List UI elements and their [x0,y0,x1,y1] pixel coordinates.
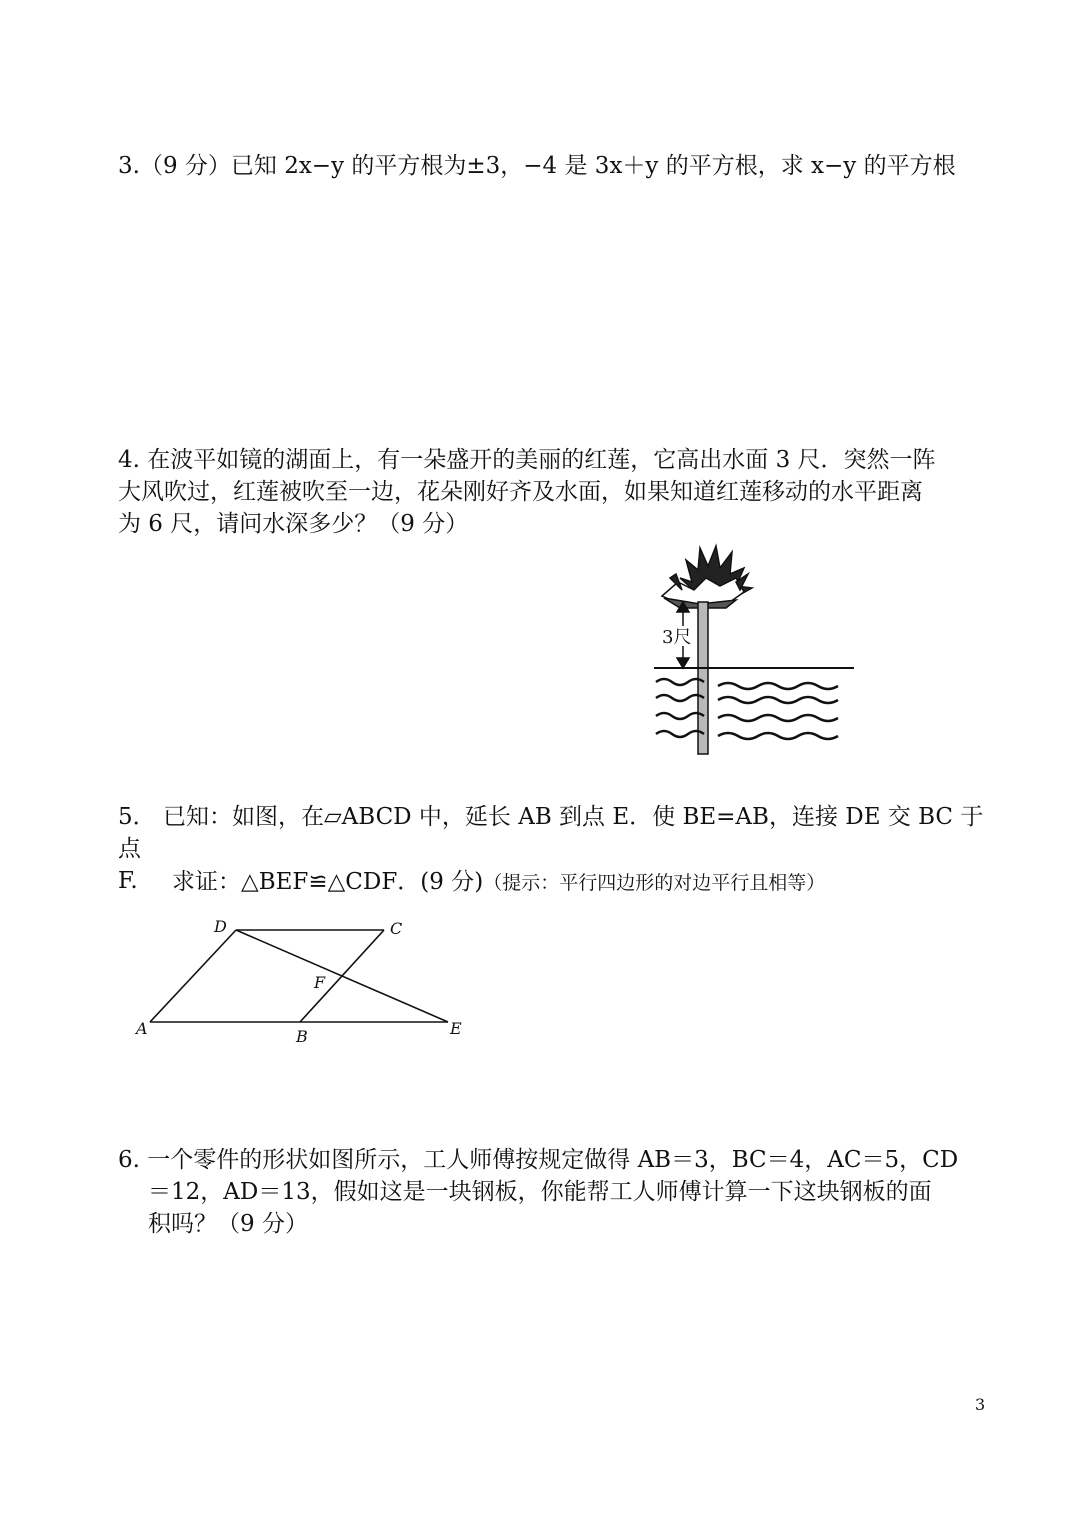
height-label: 3尺 [662,627,692,648]
point-label-F: F [314,973,326,992]
question-6-line-3: 积吗？（9 分） [148,1211,308,1237]
question-6 [118,1144,998,1240]
question-4-line-3: 为 6 尺，请问水深多少？（9 分） [118,511,469,537]
point-label-C: C [390,919,403,938]
question-5-prove-text: 求证：△BEF≌△CDF．(9 分) [172,869,484,895]
point-label-D: D [214,917,227,936]
question-5-prove [172,866,992,899]
question-5-hint: （提示：平行四边形的对边平行且相等） [483,872,826,894]
lotus-figure [640,538,860,760]
question-6-line-2: ＝12，AD＝13，假如这是一块钢板，你能帮工人师傅计算一下这块钢板的面 [148,1179,932,1205]
question-3-text: 3.（9 分）已知 2x−y 的平方根为±3，−4 是 3x＋y 的平方根，求 x−y 的平方根 [118,153,956,179]
page-number: 3 [975,1395,986,1414]
lotus-flower-icon [662,546,752,608]
water-waves [656,679,838,739]
question-3 [118,150,1018,182]
segment-DE [236,930,448,1022]
point-label-A: A [136,1019,148,1038]
question-4-line-2: 大风吹过，红莲被吹至一边，花朵刚好齐及水面，如果知道红莲移动的水平距离 [118,479,923,505]
segment-AD [150,930,236,1022]
question-5-line-1: 5． 已知：如图，在▱ABCD 中，延长 AB 到点 E．使 BE=AB，连接 DE 交 BC 于点 [118,804,984,862]
parallelogram-figure [130,910,480,1050]
point-label-E: E [450,1019,462,1038]
question-6-line-1: 6. 一个零件的形状如图所示，工人师傅按规定做得 AB＝3，BC＝4，AC＝5，CD [118,1147,959,1173]
question-4-line-1: 4. 在波平如镜的湖面上，有一朵盛开的美丽的红莲，它高出水面 3 尺．突然一阵 [118,447,936,473]
question-4 [118,444,988,540]
question-5-line-2: F. [118,868,138,894]
point-label-B: B [296,1027,308,1046]
